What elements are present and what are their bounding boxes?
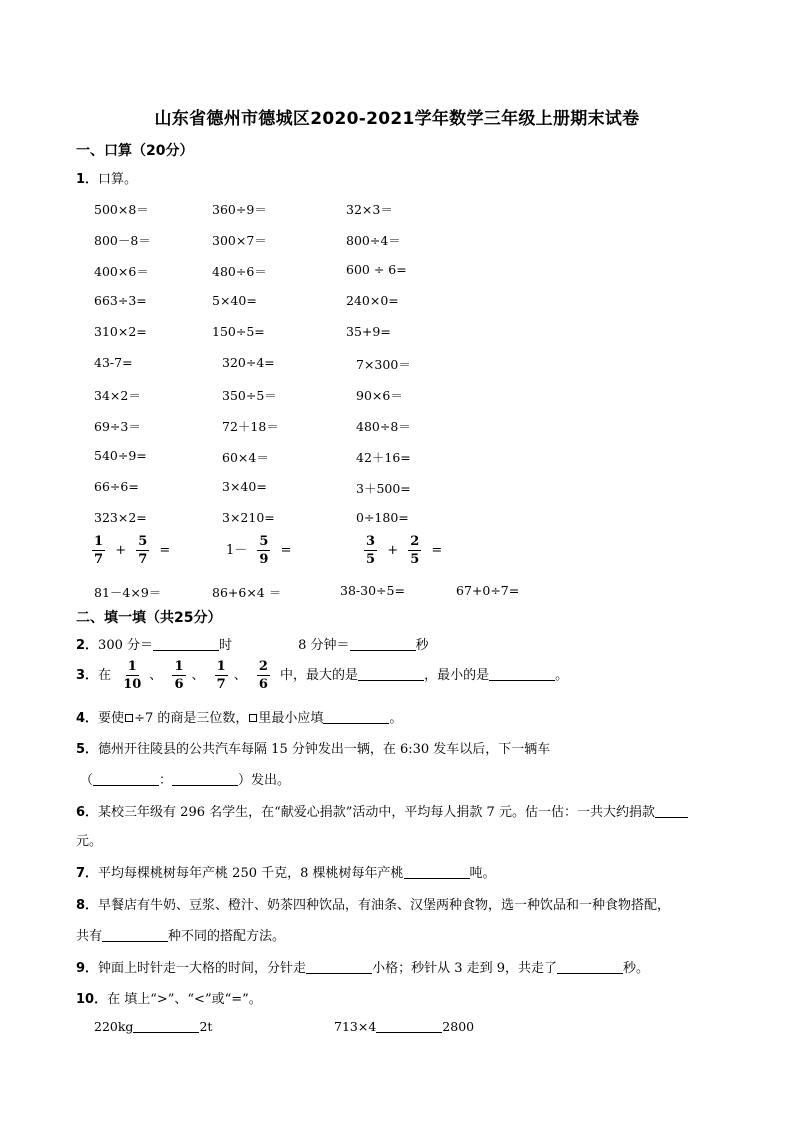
fraction: $\frac{1}{10}$	[123, 659, 142, 692]
question-6-line2: 元。	[76, 834, 103, 849]
answer-blank[interactable]	[306, 960, 372, 974]
answer-blank[interactable]	[655, 804, 688, 818]
answer-blank[interactable]	[93, 772, 159, 786]
question-text: 口算。	[98, 172, 138, 187]
oral-calc-item: 480÷6＝	[212, 264, 267, 279]
fraction-expression-b: 1－ $\frac{5}{9}$ =	[226, 534, 292, 567]
mixed-calc: 86+6×4 ＝	[212, 585, 282, 600]
oral-calc-item: 3＋500=	[356, 481, 411, 496]
mixed-calc: 67+0÷7=	[456, 583, 520, 598]
box-placeholder-icon	[249, 714, 257, 722]
fraction: $\frac{1}{7}$	[94, 534, 104, 567]
fraction: $\frac{2}{6}$	[258, 659, 268, 692]
answer-blank[interactable]	[350, 637, 416, 651]
oral-calc-item: 3×210=	[222, 510, 275, 525]
oral-calc-item: 3×40=	[222, 479, 267, 494]
mixed-calc: 81－4×9＝	[94, 585, 162, 600]
oral-calc-item: 7×300＝	[356, 357, 411, 372]
answer-blank[interactable]	[172, 772, 238, 786]
oral-calc-item: 360÷9＝	[212, 202, 267, 217]
oral-calc-item: 5×40=	[212, 293, 257, 308]
oral-calc-item: 150÷5=	[212, 324, 265, 339]
question-5: 5．德州开往陵县的公共汽车每隔 15 分钟发出一辆，在 6:30 发车以后，下一辆车	[76, 742, 551, 757]
oral-calc-item: 72＋18＝	[222, 419, 279, 434]
oral-calc-item: 323×2=	[94, 510, 147, 525]
oral-calc-item: 320÷4=	[222, 355, 275, 370]
question-number: 1．	[76, 172, 99, 187]
oral-calc-item: 90×6＝	[356, 388, 403, 403]
section-heading-1: 一、口算（20分）	[76, 143, 194, 159]
oral-calc-item: 35+9=	[346, 324, 391, 339]
answer-blank[interactable]	[323, 710, 389, 724]
oral-calc-item: 663÷3=	[94, 293, 147, 308]
question-10: 10．在 填上“>”、“<”或“=”。	[76, 992, 262, 1007]
answer-blank[interactable]	[358, 667, 424, 681]
oral-calc-item: 300×7＝	[212, 233, 267, 248]
oral-calc-item: 800－8＝	[94, 233, 151, 248]
oral-calc-item: 800÷4＝	[346, 233, 401, 248]
box-placeholder-icon	[125, 714, 133, 722]
compare-item: 713×4 2800	[334, 1019, 475, 1034]
answer-blank[interactable]	[376, 1019, 442, 1033]
oral-calc-item: 400×6＝	[94, 264, 149, 279]
fraction-expression-a: $\frac{1}{7}$ + $\frac{5}{7}$ =	[94, 534, 171, 567]
oral-calc-item: 43-7=	[94, 355, 133, 370]
page-title: 山东省德州市德城区2020-2021学年数学三年级上册期末试卷	[154, 109, 640, 129]
oral-calc-item: 500×8＝	[94, 202, 149, 217]
oral-calc-item: 66÷6=	[94, 479, 139, 494]
fraction: $\frac{5}{9}$	[259, 534, 269, 567]
oral-calc-item: 32×3＝	[346, 202, 393, 217]
fraction: $\frac{2}{5}$	[410, 534, 420, 567]
question-7: 7．平均每棵桃树每年产桃 250 千克，8 棵桃树每年产桃 吨。	[76, 866, 496, 881]
answer-blank[interactable]	[102, 928, 168, 942]
oral-calc-item: 34×2＝	[94, 388, 141, 403]
fraction: $\frac{3}{5}$	[366, 534, 376, 567]
fraction: $\frac{5}{7}$	[138, 534, 148, 567]
answer-blank[interactable]	[557, 960, 623, 974]
oral-calc-item: 350÷5＝	[222, 388, 277, 403]
section-heading-2: 二、填一填（共25分）	[76, 610, 222, 626]
question-9: 9．钟面上时针走一大格的时间，分针走 小格；秒针从 3 走到 9，共走了 秒。	[76, 961, 650, 976]
oral-calc-item: 42＋16=	[356, 450, 411, 465]
question-4: 4．要使 ÷7 的商是三位数， 里最小应填 。	[76, 711, 403, 726]
question-2: 2．300 分＝ 时 8 分钟＝ 秒	[76, 638, 429, 653]
answer-blank[interactable]	[153, 637, 219, 651]
answer-blank[interactable]	[404, 865, 470, 879]
oral-calc-item: 310×2=	[94, 324, 147, 339]
answer-blank[interactable]	[489, 667, 555, 681]
fraction: $\frac{1}{7}$	[216, 659, 226, 692]
oral-calc-item: 480÷8＝	[356, 419, 411, 434]
fraction: $\frac{1}{6}$	[174, 659, 184, 692]
question-8: 8．早餐店有牛奶、豆浆、橙汁、奶茶四种饮品，有油条、汉堡两种食物，选一种饮品和一种食物搭配，	[76, 898, 671, 913]
fraction-expression-c: $\frac{3}{5}$ + $\frac{2}{5}$ =	[366, 534, 443, 567]
oral-calc-item: 60×4＝	[222, 450, 269, 465]
oral-calc-item: 240×0=	[346, 293, 399, 308]
question-1	[76, 168, 137, 187]
oral-calc-item: 540÷9=	[94, 448, 147, 463]
oral-calc-item: 0÷180=	[356, 510, 409, 525]
answer-blank[interactable]	[133, 1019, 199, 1033]
compare-item: 220kg 2t	[94, 1019, 213, 1034]
question-3: 3．在 $\frac{1}{10}$ 、 $\frac{1}{6}$ 、 $\frac{1}{7}$ 、 $\frac{2}{6}$ 中，最大的是 ，最小的是 。	[76, 659, 569, 692]
oral-calc-item: 69÷3＝	[94, 419, 141, 434]
oral-calc-item: 600 ÷ 6=	[346, 262, 407, 277]
question-8-line2: 共有 种不同的搭配方法。	[76, 929, 286, 944]
question-5-line2: （ ： ）发出。	[80, 773, 291, 788]
mixed-calc: 38-30÷5=	[340, 583, 405, 598]
question-6: 6．某校三年级有 296 名学生，在“献爱心捐款”活动中，平均每人捐款 7 元。估一估：一共大约捐款	[76, 801, 688, 820]
